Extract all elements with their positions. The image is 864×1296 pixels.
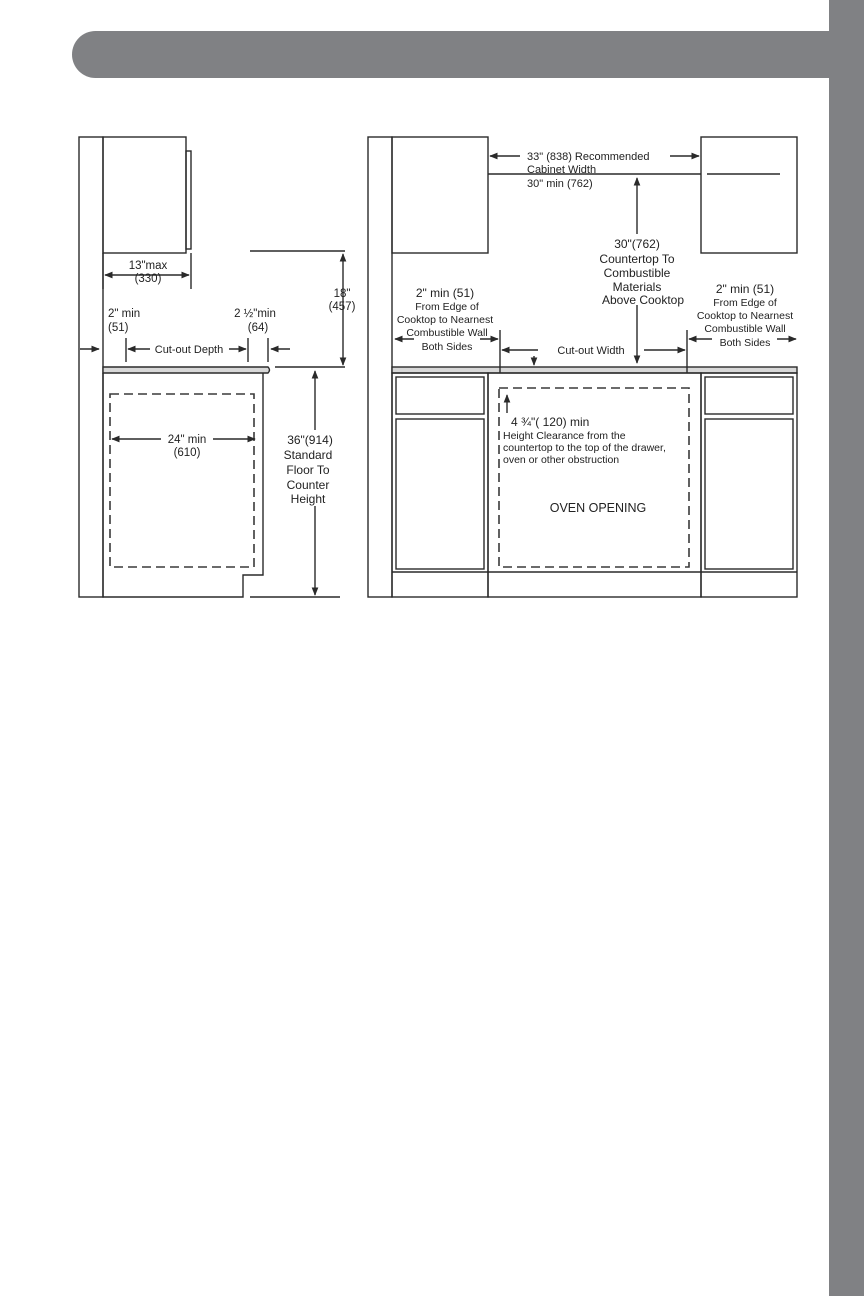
- side-cabinet-depth-mm: (330): [134, 273, 162, 285]
- left-wall-clearance-line2: From Edge of: [415, 301, 479, 313]
- left-wall-clearance-line4: Combustible Wall: [406, 327, 488, 339]
- side-cabinet-depth-label: 13"max: [128, 260, 168, 272]
- front-right-drawer: [705, 377, 793, 414]
- front-clearance-line3: Combustible: [603, 266, 671, 280]
- front-upper-cabinet-right: [701, 137, 797, 253]
- front-clearance-line5: Above Cooktop: [601, 293, 685, 307]
- front-cabinet-width-line2: Cabinet Width: [527, 164, 597, 176]
- front-clearance-line4: Materials: [612, 280, 662, 294]
- front-view: [368, 137, 797, 597]
- side-front-min-label: 2" min: [108, 308, 141, 320]
- side-rear-min-label: 2 ½"min: [234, 308, 276, 320]
- oven-clearance-line3: countertop to the top of the drawer,: [503, 442, 666, 454]
- side-view: [79, 137, 356, 597]
- front-left-door: [396, 419, 484, 569]
- side-cutout-depth-label: Cut-out Depth: [154, 344, 224, 356]
- side-height-line4: Counter: [286, 478, 330, 492]
- side-height-line5: Height: [290, 492, 326, 506]
- right-wall-clearance-line4: Combustible Wall: [704, 323, 786, 335]
- side-depth-min-mm: (610): [173, 447, 201, 459]
- side-height-line2: Standard: [283, 448, 333, 462]
- side-height-label: 36"(914): [287, 433, 333, 447]
- front-base-cabinet-left: [392, 373, 488, 597]
- right-wall-clearance-line2: From Edge of: [713, 297, 777, 309]
- side-upper-cabinet: [103, 137, 186, 253]
- front-wall: [368, 137, 392, 597]
- side-countertop: [103, 367, 270, 373]
- side-depth-min-label: 24" min: [167, 434, 207, 446]
- side-height-line3: Floor To: [286, 463, 330, 477]
- right-wall-clearance-line3: Cooktop to Nearnest: [696, 310, 794, 322]
- front-base-cabinet-right: [701, 373, 797, 597]
- oven-clearance-line4: oven or other obstruction: [503, 454, 620, 466]
- front-countertop: [392, 367, 797, 373]
- front-right-door: [705, 419, 793, 569]
- side-oven-outline: [110, 394, 254, 567]
- oven-clearance-label: 4 ¾"( 120) min: [511, 415, 590, 429]
- front-cabinet-width-label: 33" (838) Recommended: [527, 151, 650, 163]
- right-wall-clearance-line5: Both Sides: [719, 337, 771, 349]
- side-rear-min-mm: (64): [247, 322, 269, 334]
- right-wall-clearance-label: 2" min (51): [715, 282, 775, 296]
- front-upper-cabinet-left: [392, 137, 488, 253]
- front-clearance-line2: Countertop To: [599, 252, 675, 266]
- front-oven-cabinet: [488, 373, 701, 597]
- front-clearance-label: 30"(762): [614, 237, 660, 251]
- left-wall-clearance-label: 2" min (51): [415, 286, 475, 300]
- side-upper-clearance-label: 18": [333, 288, 351, 300]
- left-wall-clearance-line5: Both Sides: [421, 341, 473, 353]
- cutout-width-label: Cut-out Width: [557, 345, 625, 357]
- oven-opening-label: OVEN OPENING: [549, 501, 647, 515]
- side-front-min-mm: (51): [108, 322, 129, 334]
- side-wall: [79, 137, 103, 597]
- side-upper-cabinet-door: [186, 151, 191, 249]
- side-base-cabinet: [103, 373, 263, 597]
- front-cabinet-width-min: 30" min (762): [527, 178, 593, 190]
- side-upper-clearance-mm: (457): [328, 301, 356, 313]
- oven-clearance-line2: Height Clearance from the: [503, 430, 626, 442]
- left-wall-clearance-line3: Cooktop to Nearnest: [396, 314, 494, 326]
- front-left-drawer: [396, 377, 484, 414]
